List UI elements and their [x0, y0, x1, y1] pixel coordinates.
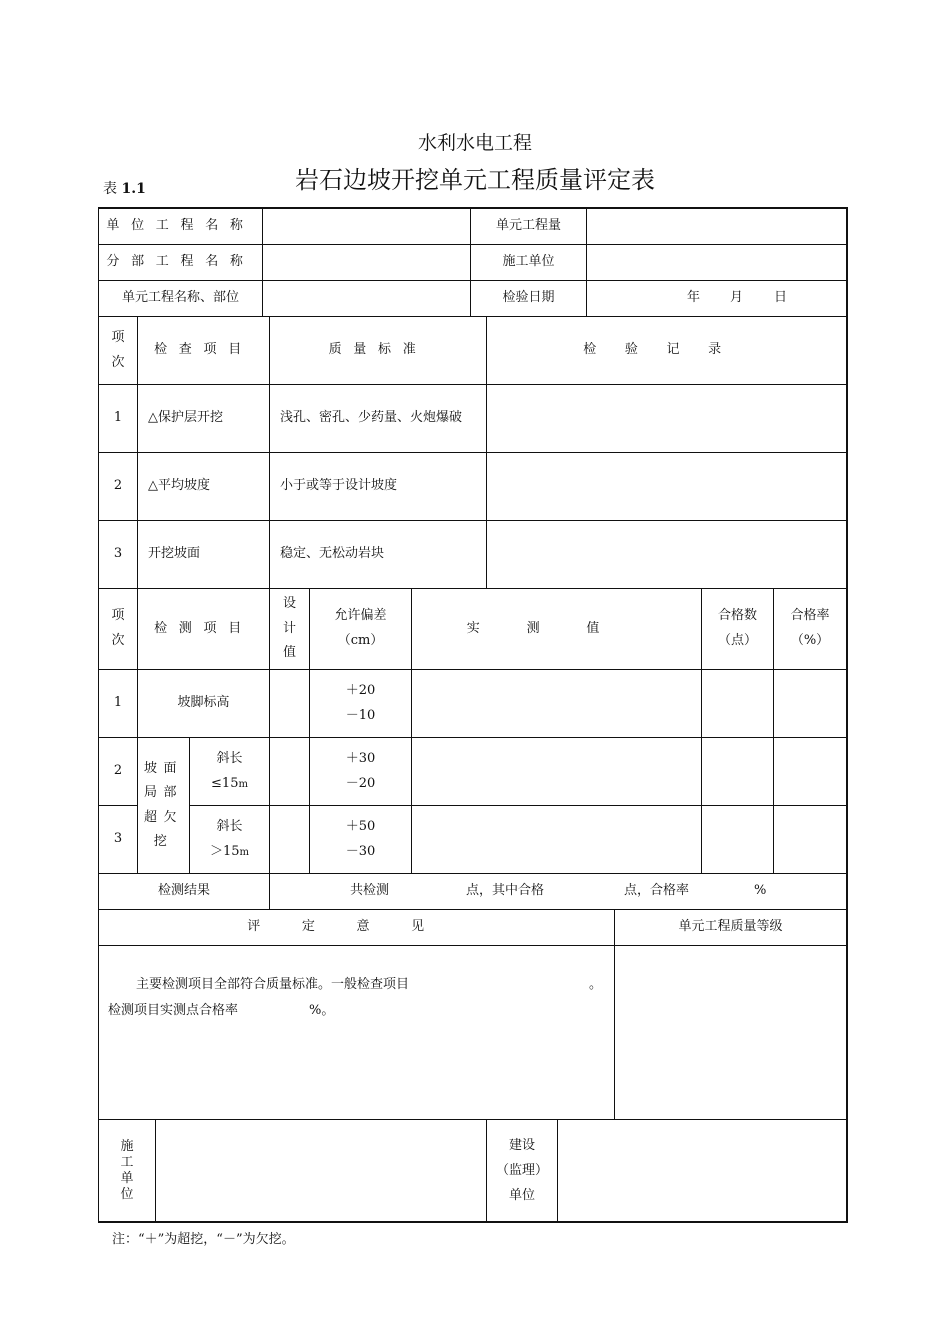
- measure-header-pass-rate: 合格率 （%）: [790, 608, 830, 648]
- measure-row-3-pass-rate[interactable]: [774, 806, 846, 873]
- result-label: 检测结果: [157, 883, 210, 899]
- document-title-line2: 岩石边坡开挖单元工程质量评定表: [295, 166, 655, 194]
- measure-row-3-pass-count[interactable]: [702, 806, 773, 873]
- check-header-no: 项 次: [111, 329, 125, 370]
- date-day: 日: [774, 290, 788, 306]
- check-row-3-no: 3: [113, 546, 123, 562]
- measure-row-1-no: 1: [113, 695, 123, 711]
- measure-row-1-pass-count[interactable]: [702, 670, 773, 737]
- measure-row-2-pass-rate[interactable]: [774, 738, 846, 805]
- field-element-name-location[interactable]: [263, 281, 470, 316]
- measure-row-3-values[interactable]: [412, 806, 701, 873]
- label-unit-work-quantity: 单元工程量: [495, 217, 561, 233]
- measure-row-2-tolerance: ＋30 －20: [345, 750, 376, 791]
- measure-row-3-design[interactable]: [270, 806, 309, 873]
- measure-header-item: 检测项目: [154, 620, 253, 636]
- evaluation-header-grade: 单元工程质量等级: [678, 919, 783, 935]
- measure-row-1-values[interactable]: [412, 670, 701, 737]
- check-header-record: 检验记录: [583, 342, 750, 358]
- evaluation-text-line2-end: %。: [309, 1003, 335, 1018]
- measure-row-3-item: 斜长 ＞15m: [209, 818, 250, 859]
- measure-group-label: 坡面 局部 超欠 挖: [143, 760, 183, 849]
- sign-owner-label: 建设 （监理） 单位: [495, 1138, 548, 1203]
- evaluation-text-line1: 主要检测项目全部符合质量标准。一般检查项目: [136, 977, 410, 992]
- check-row-2-item: △平均坡度: [148, 478, 210, 494]
- field-unit-project-name[interactable]: [263, 208, 470, 244]
- field-construction-unit[interactable]: [587, 245, 846, 280]
- result-part-rate: 点，合格率: [624, 883, 690, 899]
- label-unit-project-name: 单位工程名称: [106, 217, 255, 233]
- label-sub-project-name: 分部工程名称: [106, 254, 255, 270]
- measure-row-1-tolerance: ＋20 －10: [345, 682, 376, 723]
- check-row-2-no: 2: [113, 478, 123, 494]
- result-part-pass: 点，其中合格: [466, 883, 545, 899]
- measure-row-1-item: 坡脚标高: [177, 695, 230, 711]
- sign-owner-field[interactable]: [558, 1120, 846, 1221]
- field-sub-project-name[interactable]: [263, 245, 470, 280]
- label-construction-unit: 施工单位: [502, 254, 555, 270]
- sign-construction-field[interactable]: [156, 1120, 486, 1221]
- check-header-item: 检查项目: [154, 342, 253, 358]
- label-inspection-date: 检验日期: [502, 290, 555, 306]
- check-row-1-no: 1: [113, 410, 123, 426]
- table-number: [103, 178, 146, 198]
- table-number-value: 1.1: [121, 181, 146, 197]
- label-element-name-location: 单元工程名称、部位: [121, 290, 239, 306]
- measure-row-1-design[interactable]: [270, 670, 309, 737]
- check-row-1-item: △保护层开挖: [148, 410, 223, 426]
- evaluation-header-opinion: 评定意见: [247, 919, 466, 935]
- result-part-percent: %: [754, 883, 767, 899]
- sign-construction-label: 施 工 单 位: [120, 1138, 134, 1202]
- measure-row-2-no: 2: [113, 763, 123, 779]
- measure-header-pass-count: 合格数 （点）: [717, 608, 757, 648]
- table-number-prefix: 表: [103, 181, 117, 197]
- measure-header-tolerance: 允许偏差 （cm）: [334, 608, 387, 648]
- evaluation-opinion-text[interactable]: [99, 946, 614, 1119]
- result-part-total: 共检测: [350, 883, 390, 899]
- check-row-2-record[interactable]: [487, 453, 846, 520]
- footnote: 注：“＋”为超挖，“－”为欠挖。: [112, 1232, 295, 1247]
- document-title-line1: 水利水电工程: [417, 132, 532, 154]
- result-summary[interactable]: [270, 874, 846, 909]
- field-unit-work-quantity[interactable]: [587, 208, 846, 244]
- measure-header-design: 设 计 值: [282, 595, 296, 661]
- measure-row-2-values[interactable]: [412, 738, 701, 805]
- check-row-2-standard: 小于或等于设计坡度: [280, 478, 398, 494]
- check-row-3-item: 开挖坡面: [148, 546, 201, 562]
- measure-row-2-pass-count[interactable]: [702, 738, 773, 805]
- measure-header-values: 实测值: [466, 620, 647, 636]
- check-row-1-record[interactable]: [487, 385, 846, 452]
- measure-row-1-pass-rate[interactable]: [774, 670, 846, 737]
- measure-row-2-item: 斜长 ≤15m: [211, 750, 248, 791]
- check-row-3-record[interactable]: [487, 521, 846, 588]
- measure-row-3-tolerance: ＋50 －30: [345, 818, 376, 859]
- evaluation-grade-field[interactable]: [615, 946, 846, 1119]
- check-row-1-standard: 浅孔、密孔、少药量、火炮爆破: [280, 410, 463, 426]
- measure-row-2-design[interactable]: [270, 738, 309, 805]
- field-inspection-date[interactable]: [587, 281, 846, 316]
- check-row-3-standard: 稳定、无松动岩块: [280, 546, 385, 562]
- evaluation-text-line1-end: 。: [589, 977, 603, 992]
- check-header-standard: 质量标准: [328, 342, 428, 358]
- date-month: 月: [730, 290, 744, 306]
- date-year: 年: [687, 290, 701, 306]
- measure-row-3-no: 3: [113, 831, 123, 847]
- evaluation-text-line2: 检测项目实测点合格率: [108, 1003, 239, 1018]
- measure-header-no: 项 次: [111, 608, 125, 648]
